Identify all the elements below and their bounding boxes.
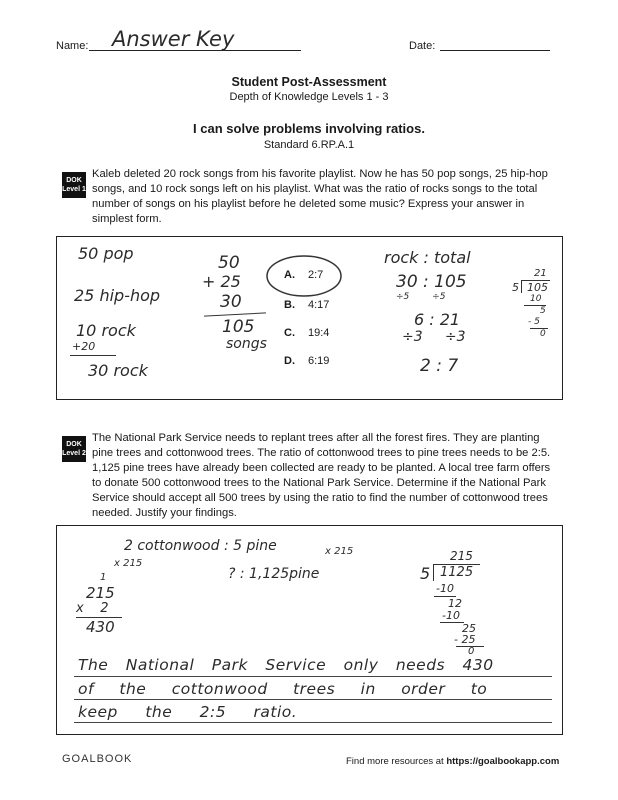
choice-d[interactable]: D. 6:19	[284, 355, 330, 367]
ratio-step-1: 30 : 105	[396, 272, 467, 292]
footer-resources	[346, 756, 559, 767]
date-label: Date:	[409, 40, 436, 52]
choice-b[interactable]: B. 4:17	[284, 299, 330, 311]
ratio-step-3: 2 : 7	[420, 356, 459, 376]
ld1-dividend: 105	[527, 281, 548, 294]
ld2-divisor: 5	[420, 564, 431, 583]
choice-c[interactable]: C. 19:4	[284, 327, 330, 339]
q2-x215-left: x 215	[114, 558, 143, 569]
footer-link[interactable]: https://goalbookapp.com	[446, 756, 560, 767]
q2-unknown: ? : 1,125pine	[228, 566, 320, 582]
page-subtitle: Depth of Knowledge Levels 1 - 3	[229, 91, 389, 103]
ld2-step-5: - 25	[454, 633, 476, 646]
goalbook-logo: GOALBOOK	[62, 753, 133, 765]
q2-ratio: 2 cottonwood : 5 pine	[124, 538, 277, 554]
mult-carry: 1	[100, 572, 107, 583]
work-hiphop: 25 hip-hop	[74, 286, 161, 305]
ld1-remainder: 0	[540, 329, 546, 339]
question-1-text: Kaleb deleted 20 rock songs from his favorite playlist. Now he has 50 pop songs, 25 hip-hop songs, and 10 rock songs left on his playlist. What was the ratio of rocks songs to the total number of songs on his playlist before he deleted some music? Express your answer in simplest form.	[92, 168, 548, 225]
ld2-step-4: 25	[462, 622, 476, 635]
q2-x215-right: x 215	[325, 546, 354, 557]
work-plus20: +20	[72, 340, 96, 353]
work-rock30: 30 rock	[88, 361, 148, 380]
ratio-step-1-div: ÷5 ÷5	[396, 292, 446, 302]
date-line	[440, 34, 550, 51]
ld1-step-2: - 5	[528, 317, 540, 327]
ld2-step-2: 12	[448, 597, 462, 610]
mult-215: 215	[86, 584, 115, 602]
standard: Standard 6.RP.A.1	[263, 139, 355, 151]
mult-x2: x 2	[76, 601, 109, 616]
answer-line-2: of the cottonwood trees in order to	[78, 680, 488, 698]
add-songs: songs	[226, 336, 267, 352]
ld1-step-3: 5	[540, 306, 546, 316]
add-30: 30	[220, 292, 242, 312]
ld1-bracket-side	[521, 280, 522, 293]
rock-sum-line	[70, 355, 116, 356]
page-title: Student Post-Assessment	[231, 75, 387, 89]
ld2-line-2	[440, 622, 464, 623]
ld2-dividend: 1125	[440, 565, 474, 580]
ld2-step-1: -10	[436, 582, 454, 595]
answer-line-3: keep the 2:5 ratio.	[78, 703, 298, 721]
dok-badge-level-2: DOK Level 2	[62, 436, 86, 462]
add-50: 50	[218, 253, 240, 273]
choice-a[interactable]: A. 2:7	[284, 269, 324, 281]
ld2-remainder: 0	[468, 646, 475, 657]
work-rock: 10 rock	[76, 321, 136, 340]
answer-line-1: The National Park Service only needs 430	[78, 656, 494, 674]
ld2-quotient: 215	[450, 549, 473, 563]
add-sum: 105	[222, 317, 255, 337]
ld1-quotient: 21	[534, 268, 547, 279]
ratio-step-2: 6 : 21	[414, 310, 461, 329]
writing-line-2	[74, 699, 552, 700]
ratio-step-2-div: ÷3 ÷3	[402, 329, 466, 345]
ld2-step-3: -10	[442, 609, 460, 622]
work-pop: 50 pop	[78, 244, 134, 263]
ld1-step-1: 10	[530, 294, 542, 304]
dok-badge-level-1: DOK Level 1	[62, 172, 86, 198]
name-value: Answer Key	[112, 27, 235, 51]
footer-resources-text: Find more resources at	[346, 756, 447, 767]
ratio-label: rock : total	[384, 248, 471, 267]
question-2-text: The National Park Service needs to replant trees after all the forest fires. They are planting pine trees and cottonwood trees. The ratio of cottonwood trees to pine trees needs to be 2:5. 1,125 pine trees have already been collected are ready to be planted. A local tree farm offers to donate 500 cottonwood trees to the National Park Service. Determine if the National Park Service should accept all 500 trees by using the ratio to find the number of cottonwood trees needed. Justify your findings.	[92, 432, 551, 519]
objective: I can solve problems involving ratios.	[193, 121, 425, 136]
writing-line-1	[74, 676, 552, 677]
mult-result: 430	[86, 618, 115, 636]
ld1-divisor: 5	[512, 281, 519, 294]
ld2-bracket-side	[433, 564, 434, 581]
add-25: + 25	[202, 272, 241, 291]
name-label: Name:	[56, 40, 89, 52]
writing-line-3	[74, 722, 552, 723]
